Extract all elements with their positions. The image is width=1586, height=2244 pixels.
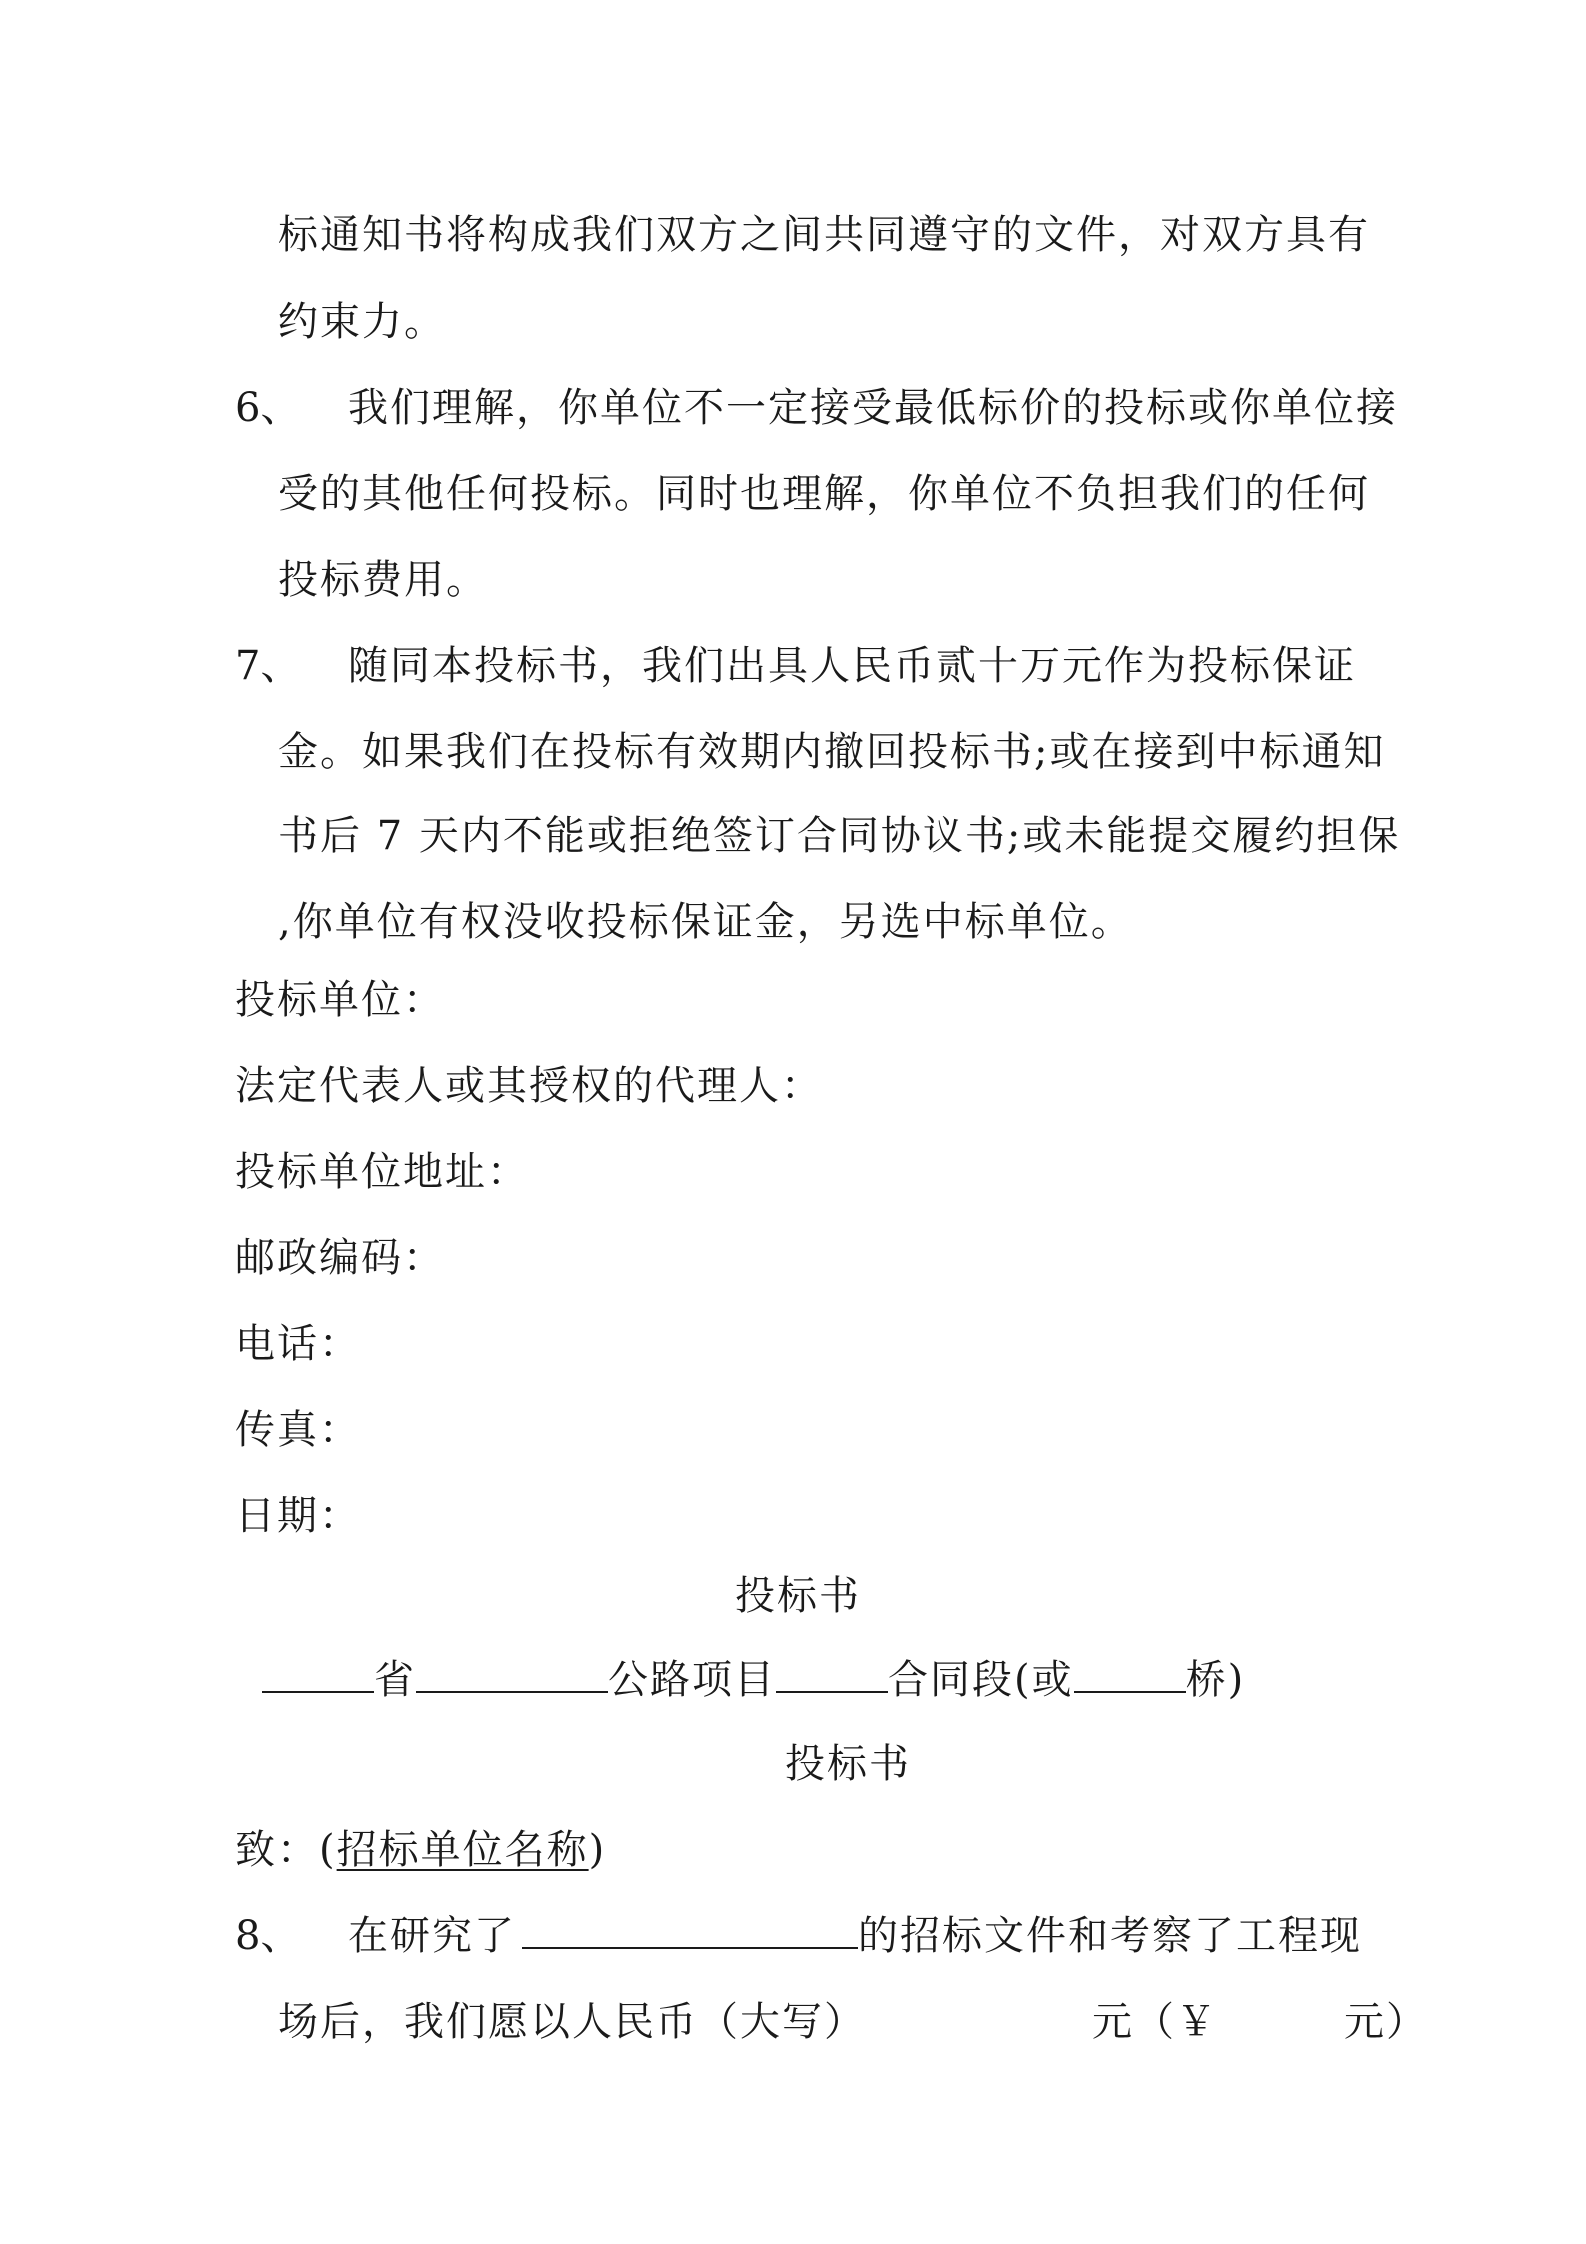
- item-6-line-1: 我们理解，你单位不一定接受最低标价的投标或你单位接: [348, 385, 1398, 431]
- item-8-line-2: [278, 1997, 1428, 2047]
- item-8-line-1-start: 在研究了: [348, 1913, 516, 1959]
- address-label: 投标单位地址：: [235, 1149, 529, 1195]
- project-line: [262, 1655, 1245, 1705]
- form-heading: 投标书: [735, 1573, 861, 1619]
- addressee-suffix: ): [588, 1827, 607, 1873]
- bridge-label: 桥): [1185, 1657, 1246, 1703]
- province-blank[interactable]: [262, 1655, 374, 1693]
- contract-section-blank[interactable]: [776, 1655, 888, 1693]
- contract-section-label: 合同段(或: [888, 1657, 1074, 1703]
- paragraph-continuation-line-2: 约束力。: [278, 299, 446, 345]
- item-7-line-2: 金。如果我们在投标有效期内撤回投标书;或在接到中标通知: [278, 729, 1386, 775]
- tender-document-blank[interactable]: [522, 1911, 858, 1949]
- item-7-line-4: ,你单位有权没收投标保证金，另选中标单位。: [278, 899, 1133, 945]
- road-blank[interactable]: [416, 1655, 608, 1693]
- date-label: 日期：: [235, 1493, 361, 1539]
- fax-label: 传真：: [235, 1407, 361, 1453]
- paragraph-continuation-line-1: 标通知书将构成我们双方之间共同遵守的文件，对双方具有: [278, 212, 1370, 258]
- item-7-line-3: 书后 7 天内不能或拒绝签订合同协议书;或未能提交履约担保: [278, 813, 1401, 859]
- item-7-line-1: 随同本投标书，我们出具人民币贰十万元作为投标保证: [348, 643, 1356, 689]
- item-6-number: 6、: [235, 385, 301, 431]
- addressee-name: 招标单位名称: [336, 1827, 589, 1873]
- addressee-prefix: 致：(: [235, 1827, 337, 1873]
- item-8-line-2-start: 场后，我们愿以人民币（大写）: [278, 1999, 866, 2045]
- road-project-label: 公路项目: [608, 1657, 776, 1703]
- item-8-number: 8、: [235, 1913, 301, 1959]
- bidder-label: 投标单位：: [235, 977, 445, 1023]
- phone-label: 电话：: [235, 1321, 361, 1367]
- postal-code-label: 邮政编码：: [235, 1235, 445, 1281]
- item-8-line-1: [348, 1911, 1362, 1961]
- addressee-line: [235, 1825, 606, 1875]
- item-8-line-2-mid: 元（￥: [1092, 1999, 1218, 2045]
- form-subheading: 投标书: [785, 1741, 911, 1787]
- item-7-number: 7、: [235, 643, 301, 689]
- representative-label: 法定代表人或其授权的代理人：: [235, 1063, 823, 1109]
- item-6-line-3: 投标费用。: [278, 557, 488, 603]
- item-8-line-1-end: 的招标文件和考察了工程现: [858, 1913, 1362, 1959]
- item-6-line-2: 受的其他任何投标。同时也理解，你单位不负担我们的任何: [278, 471, 1370, 517]
- province-label: 省: [374, 1657, 416, 1703]
- bridge-blank[interactable]: [1074, 1655, 1186, 1693]
- item-8-line-2-end: 元）: [1344, 1999, 1428, 2045]
